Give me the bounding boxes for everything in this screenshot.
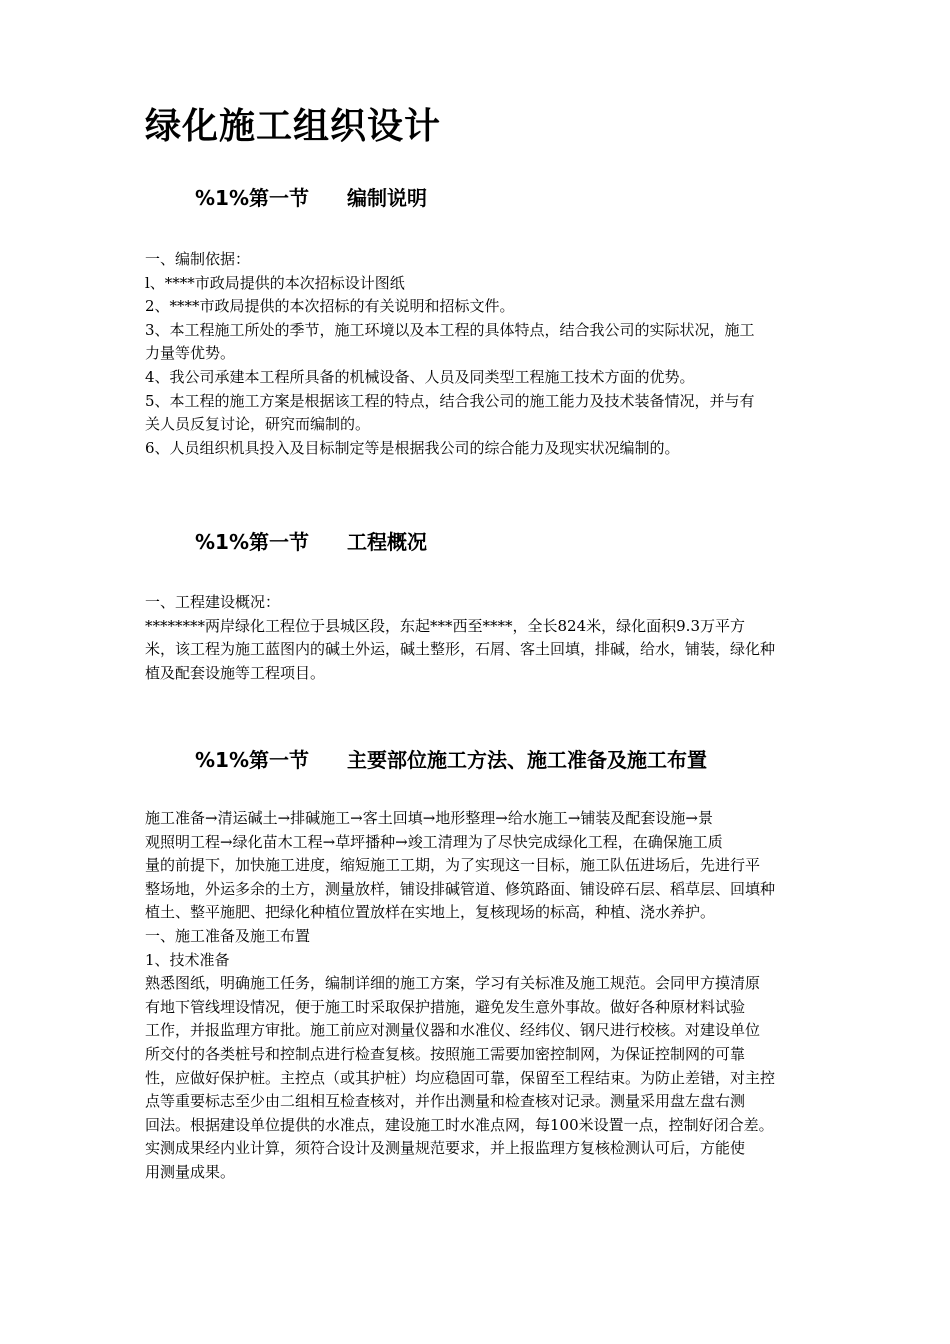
section-2-number: %1%第一节	[195, 530, 309, 554]
section-3-heading	[195, 745, 707, 775]
paragraph-line: 用测量成果。	[145, 1162, 236, 1181]
section-2-heading	[195, 527, 427, 557]
paragraph-line: 点等重要标志至少由二组相互检查核对，并作出测量和检查核对记录。测量采用盘左盘右测	[145, 1092, 746, 1111]
paragraph-line: 植及配套设施等工程项目。	[145, 663, 326, 682]
paragraph-line: 一、施工准备及施工布置	[145, 926, 311, 945]
paragraph-line: 6、人员组织机具投入及目标制定等是根据我公司的综合能力及现实状况编制的。	[145, 438, 680, 457]
section-2-body	[145, 591, 810, 685]
paragraph-line: 2、****市政局提供的本次招标的有关说明和招标文件。	[145, 297, 515, 316]
paragraph-line: 实测成果经内业计算，须符合设计及测量规范要求，并上报监理方复核检测认可后，方能使	[145, 1139, 746, 1158]
paragraph-line: 关人员反复讨论，研究而编制的。	[145, 415, 371, 434]
paragraph-line: 1、技术准备	[145, 950, 230, 969]
paragraph-line: 熟悉图纸，明确施工任务，编制详细的施工方案，学习有关标准及施工规范。会同甲方摸清原	[145, 974, 761, 993]
section-3-number: %1%第一节	[195, 748, 309, 772]
paragraph-line: 有地下管线埋设情况，便于施工时采取保护措施，避免发生意外事故。做好各种原材料试验	[145, 997, 746, 1016]
paragraph-line: ********两岸绿化工程位于县城区段，东起***西至****，全长824米，绿化面积9.3万平方	[145, 616, 745, 635]
paragraph-line: 5、本工程的施工方案是根据该工程的特点，结合我公司的施工能力及技术装备情况，并与有	[145, 391, 755, 410]
section-1-title: 编制说明	[347, 186, 427, 210]
paragraph-line: 回法。根据建设单位提供的水准点，建设施工时水准点网，每100米设置一点，控制好闭合差。	[145, 1115, 774, 1134]
document-title: 绿化施工组织设计	[145, 106, 442, 147]
paragraph-line: 所交付的各类桩号和控制点进行检查复核。按照施工需要加密控制网，为保证控制网的可靠	[145, 1044, 746, 1063]
paragraph-line: 一、工程建设概况：	[145, 593, 281, 611]
paragraph-line: 工作，并报监理方审批。施工前应对测量仪器和水准仪、经纬仪、钢尺进行校核。对建设单位	[145, 1021, 761, 1040]
paragraph-line: 植土、整平施肥、把绿化种植位置放样在实地上，复核现场的标高，种植、浇水养护。	[145, 903, 716, 922]
section-1-body	[145, 248, 810, 460]
paragraph-line: 量的前提下，加快施工进度，缩短施工工期，为了实现这一目标，施工队伍进场后，先进行平	[145, 856, 761, 875]
section-3-title: 主要部位施工方法、施工准备及施工布置	[347, 748, 707, 772]
paragraph-line: 米，该工程为施工蓝图内的碱土外运，碱土整形，石屑、客土回填，排碱，给水，铺装，绿化种	[145, 640, 776, 659]
paragraph-line: 力量等优势。	[145, 344, 236, 363]
section-1-heading	[195, 183, 427, 213]
paragraph-line: 4、我公司承建本工程所具备的机械设备、人员及同类型工程施工技术方面的优势。	[145, 367, 695, 386]
paragraph-line: 整场地，外运多余的土方，测量放样，铺设排碱管道、修筑路面、铺设碎石层、稻草层、回填种	[145, 879, 776, 898]
section-1-number: %1%第一节	[195, 186, 309, 210]
paragraph-line: 性，应做好保护桩。主控点（或其护桩）均应稳固可靠，保留至工程结束。为防止差错，对主控	[145, 1068, 776, 1087]
section-3-body	[145, 807, 810, 1185]
paragraph-line: 一、编制依据：	[145, 250, 251, 268]
paragraph-line: 3、本工程施工所处的季节，施工环境以及本工程的具体特点，结合我公司的实际状况，施工	[145, 320, 755, 339]
section-2-title: 工程概况	[347, 530, 427, 554]
paragraph-line: l、****市政局提供的本次招标设计图纸	[145, 273, 405, 292]
paragraph-line: 观照明工程→绿化苗木工程→草坪播种→竣工清理为了尽快完成绿化工程，在确保施工质	[145, 832, 723, 851]
paragraph-line: 施工准备→清运碱土→排碱施工→客土回填→地形整理→给水施工→铺装及配套设施→景	[145, 809, 713, 827]
